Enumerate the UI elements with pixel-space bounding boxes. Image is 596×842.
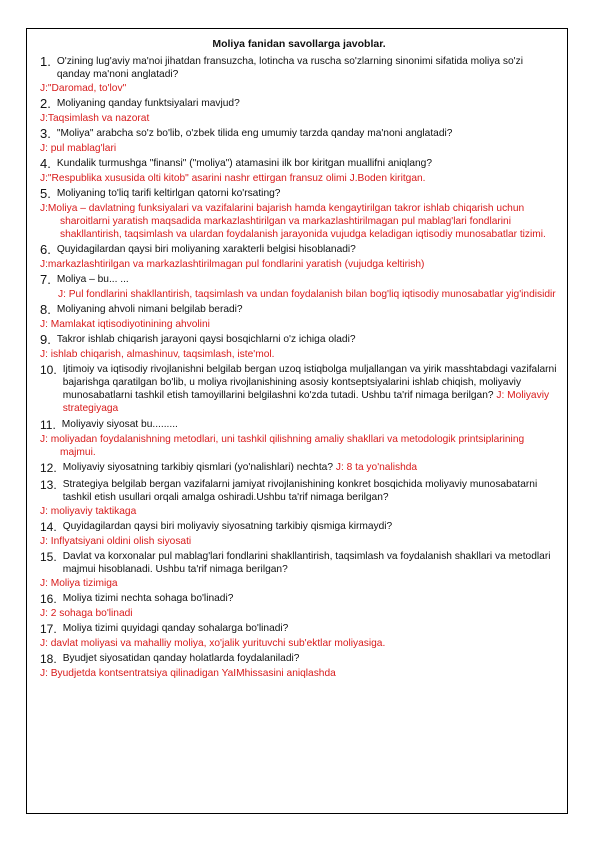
question-number: 2. xyxy=(40,96,51,111)
question-text: Moliyaviy siyosat bu......... xyxy=(61,419,178,430)
question-4 xyxy=(40,157,558,171)
question-14 xyxy=(40,520,558,534)
question-11 xyxy=(40,418,558,432)
question-text: Quyidagilardan qaysi biri moliyaviy siyosatning tarkibiy qismiga kirmaydi? xyxy=(62,521,393,532)
question-13 xyxy=(40,478,558,504)
question-number: 18. xyxy=(40,652,57,666)
question-7 xyxy=(40,273,558,287)
question-number: 15. xyxy=(40,550,57,564)
answer-3: J: pul mablag'lari xyxy=(40,143,117,154)
question-8 xyxy=(40,303,558,317)
question-number: 16. xyxy=(40,592,57,606)
answer-18: J: Byudjetda kontsentratsiya qilinadigan YaIMhissasini aniqlashda xyxy=(40,668,336,679)
question-1 xyxy=(40,55,558,81)
document-title: Moliya fanidan savollarga javoblar. xyxy=(212,38,386,50)
question-number: 10. xyxy=(40,363,57,377)
answer-12: J: 8 ta yo'nalishda xyxy=(335,462,418,473)
question-number: 7. xyxy=(40,272,51,287)
answer-17: J: davlat moliyasi va mahalliy moliya, xo'jalik yurituvchi sub'ektlar moliyasiga. xyxy=(40,638,386,649)
answer-1: J:"Daromad, to'lov" xyxy=(40,83,127,94)
question-text: "Moliya" arabcha so'z bo'lib, o'zbek tilida eng umumiy tarzda qanday ma'noni anglatadi? xyxy=(56,128,453,139)
answer-5: J:Moliya – davlatning funksiyalari va vazifalarini bajarish hamda kengaytirilgan takror ishlab chiqarish uchun sharoitlarni yaratish maqsadida markazlashtirilgan va markazlashtirilmagan pul mablag'lari fondlarini shakllantirish, taqsimlash va ulardan foydalanish jarayonida vujudga keladigan iqtisodiy munosabatlar tizimi. xyxy=(40,203,546,240)
question-2 xyxy=(40,97,558,111)
question-text: Moliya tizimi nechta sohaga bo'linadi? xyxy=(62,593,234,604)
question-5 xyxy=(40,187,558,201)
answer-2: J:Taqsimlash va nazorat xyxy=(40,113,150,124)
question-number: 11. xyxy=(40,418,56,432)
question-3 xyxy=(40,127,558,141)
answer-4: J:"Respublika xususida olti kitob" asarini nashr ettirgan fransuz olimi J.Boden kiritgan. xyxy=(40,173,426,184)
question-10 xyxy=(40,363,558,415)
question-text: Strategiya belgilab bergan vazifalarni jamiyat rivojlanishining konkret bosqichida moliyaviy munosabatarni tashkil etish usullari orqali amalga oshiradi.Ushbu ta'rif nimaga berilgan? xyxy=(62,479,538,503)
question-number: 5. xyxy=(40,186,51,201)
question-text: Moliya tizimi quyidagi qanday sohalarga bo'linadi? xyxy=(62,623,289,634)
answer-7: J: Pul fondlarini shakllantirish, taqsimlash va undan foydalanish bilan bog'liq iqtisodiy munosabatlar yig'indisidir xyxy=(58,289,556,300)
question-18 xyxy=(40,652,558,666)
question-text: Quyidagilardan qaysi biri moliyaning xarakterli belgisi hisoblanadi? xyxy=(56,244,356,255)
answer-8: J: Mamlakat iqtisodiyotinining ahvolini xyxy=(40,319,210,330)
question-number: 12. xyxy=(40,461,57,475)
question-text: Moliyaviy siyosatning tarkibiy qismlari (yo'nalishlari) nechta? J: 8 ta yo'nalishda xyxy=(62,462,418,473)
question-number: 4. xyxy=(40,156,51,171)
question-number: 9. xyxy=(40,332,51,347)
question-6 xyxy=(40,243,558,257)
answer-14: J: Inflyatsiyani oldini olish siyosati xyxy=(40,536,192,547)
question-number: 17. xyxy=(40,622,57,636)
question-15 xyxy=(40,550,558,576)
question-12 xyxy=(40,461,558,475)
question-number: 3. xyxy=(40,126,51,141)
question-text: Moliyaning qanday funktsiyalari mavjud? xyxy=(56,98,240,109)
question-text: Ijtimoiy va iqtisodiy rivojlanishni belgilab bergan uzoq istiqbolga muljallangan va yirik masshtabdagi vazifalarni bajarishga qaratilgan bo'lib, u moliya rivojlanishining asosiy kontseptsiyalarini ishlab chiqish, moliyaviy munosabatlarni tashkil etish tamoyillarini belgilashni ko'zda tutadi. Ushbu ta'rif nimaga berilgan? J: Moliyaviy strategiyaga xyxy=(62,364,557,414)
question-text: Moliyaning ahvoli nimani belgilab beradi? xyxy=(56,304,243,315)
answer-13: J: moliyaviy taktikaga xyxy=(40,506,137,517)
question-number: 1. xyxy=(40,54,51,69)
question-number: 6. xyxy=(40,242,51,257)
question-number: 13. xyxy=(40,478,57,492)
question-number: 14. xyxy=(40,520,57,534)
answer-11: J: moliyadan foydalanishning metodlari, uni tashkil qilishning amaliy shakllari va metodologik printsiplarining majmui. xyxy=(40,434,525,458)
question-number: 8. xyxy=(40,302,51,317)
question-9 xyxy=(40,333,558,347)
question-text: Davlat va korxonalar pul mablag'lari fondlarini shakllantirish, taqsimlash va foydalanish shakllari va metodlari majmui hisoblanadi. Ushbu ta'rif nimaga berilgan? xyxy=(62,551,551,575)
answer-10: J: Moliyaviy strategiyaga xyxy=(62,390,550,414)
question-text: Moliyaning to'liq tarifi keltirlgan qatorni ko'rsating? xyxy=(56,188,281,199)
document-body xyxy=(40,38,558,682)
question-text: O'zining lug'aviy ma'noi jihatdan fransuzcha, lotincha va ruscha so'zlarning sinonimi sifatida moliya so'zi qanday ma'noni anglatadi? xyxy=(56,56,523,80)
answer-6: J:markazlashtirilgan va markazlashtirilmagan pul fondlarini yaratish (vujudga keltirish) xyxy=(40,259,425,270)
question-text: Byudjet siyosatidan qanday holatlarda foydalaniladi? xyxy=(62,653,300,664)
question-text: Moliya – bu... ... xyxy=(56,274,129,285)
question-text: Kundalik turmushga "finansi" ("moliya") atamasini ilk bor kiritgan muallifni aniqlang? xyxy=(56,158,433,169)
question-text: Takror ishlab chiqarish jarayoni qaysi bosqichlarni o'z ichiga oladi? xyxy=(56,334,356,345)
question-17 xyxy=(40,622,558,636)
answer-16: J: 2 sohaga bo'linadi xyxy=(40,608,133,619)
answer-9: J: ishlab chiqarish, almashinuv, taqsimlash, iste'mol. xyxy=(40,349,275,360)
question-16 xyxy=(40,592,558,606)
answer-15: J: Moliya tizimiga xyxy=(40,578,118,589)
